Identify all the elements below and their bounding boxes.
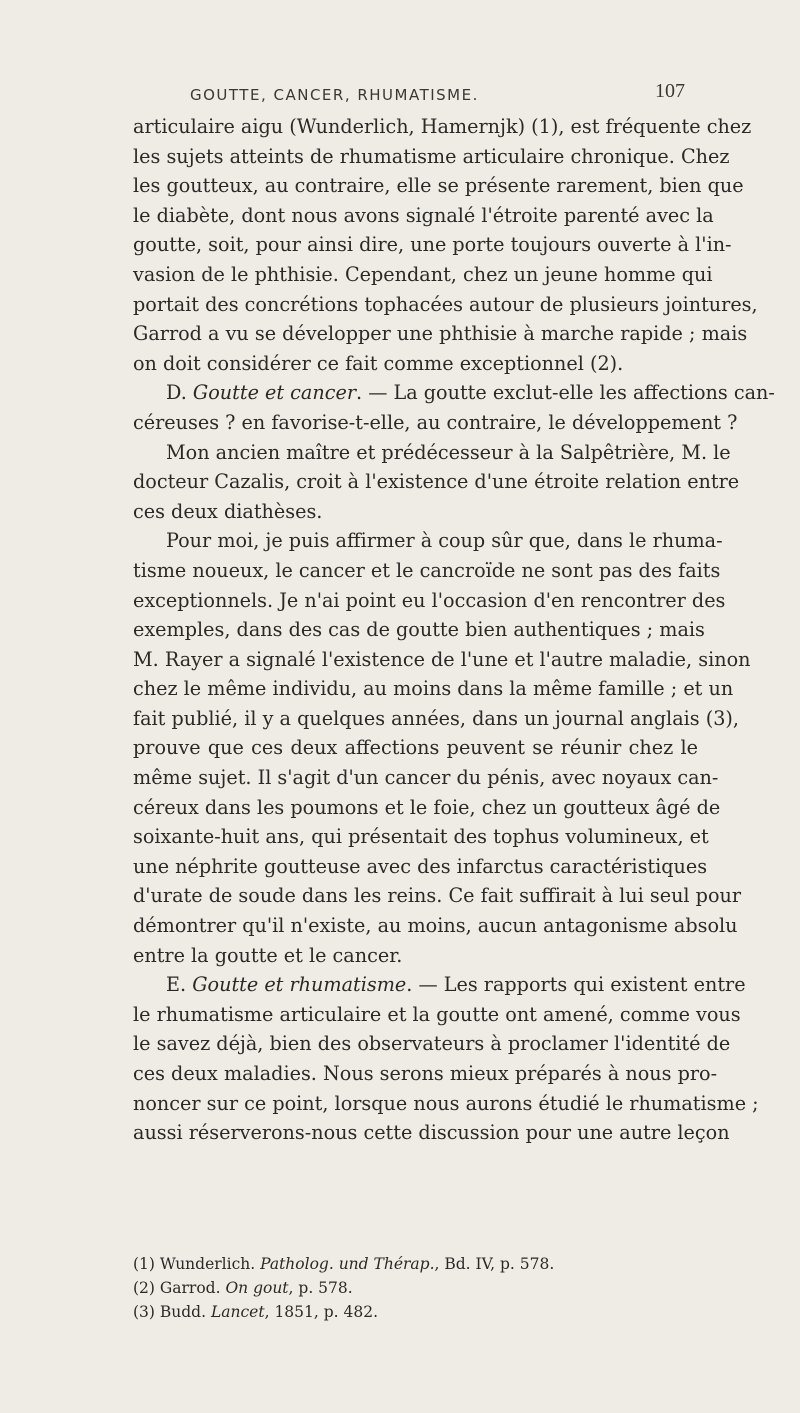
section-heading: Goutte et rhumatisme — [192, 973, 407, 997]
footnotes — [133, 1252, 698, 1324]
text-line: le savez déjà, bien des observateurs à proclamer l'identité de — [133, 1032, 731, 1056]
text-line: tisme noueux, le cancer et le cancroïde ne sont pas des faits — [133, 558, 721, 582]
footnote-reference: , Bd. IV, p. 578. — [434, 1255, 555, 1273]
footnote-reference: , p. 578. — [288, 1279, 353, 1297]
text-line: les goutteux, au contraire, elle se présente rarement, bien que — [133, 174, 744, 198]
text-line: prouve que ces deux affections peuvent se réunir chez le — [133, 736, 698, 760]
text-line: exemples, dans des cas de goutte bien authentiques ; mais — [133, 618, 705, 642]
section-letter: E. — [166, 973, 193, 997]
text-line: Pour moi, je puis affirmer à coup sûr que, dans le rhuma- — [166, 529, 723, 553]
text-line: d'urate de soude dans les reins. Ce fait suffirait à lui seul pour — [133, 884, 742, 908]
footnote — [133, 1300, 698, 1324]
text-line: céreuses ? en favorise-t-elle, au contraire, le développement ? — [133, 410, 738, 434]
text-line: ces deux maladies. Nous serons mieux préparés à nous pro- — [133, 1062, 718, 1085]
section-text: . — Les rapports qui existent entre — [406, 973, 746, 997]
text-line: fait publié, il y a quelques années, dans un journal anglais (3), — [133, 706, 739, 730]
footnote-reference: , 1851, p. 482. — [264, 1303, 379, 1321]
text-line: chez le même individu, au moins dans la même famille ; et un — [133, 677, 734, 701]
footnote-number: (2) — [133, 1279, 160, 1297]
body-text — [133, 112, 775, 1148]
text-line: articulaire aigu (Wunderlich, Hamernjk) (1), est fréquente chez — [133, 115, 752, 138]
text-line: une néphrite goutteuse avec des infarctus caractéristiques — [133, 854, 708, 878]
text-line: céreux dans les poumons et le foie, chez un goutteux âgé de — [133, 795, 721, 819]
footnote-title: Patholog. und Thérap. — [260, 1255, 435, 1273]
text-line: ces deux diathèses. — [133, 499, 323, 523]
text-line: noncer sur ce point, lorsque nous aurons étudié le rhumatisme ; — [133, 1091, 759, 1115]
footnote — [133, 1252, 698, 1276]
footnote-author: Garrod. — [159, 1279, 221, 1297]
text-line — [133, 970, 746, 1000]
text-line: Mon ancien maître et prédécesseur à la Salpêtrière, M. le — [166, 440, 731, 464]
text-line: vasion de le phthisie. Cependant, chez un jeune homme qui — [133, 262, 713, 286]
text-line: même sujet. Il s'agit d'un cancer du pénis, avec noyaux can- — [133, 766, 719, 790]
section-letter: D. — [166, 381, 193, 405]
footnote-number: (3) — [133, 1303, 160, 1321]
text-line: docteur Cazalis, croit à l'existence d'une étroite relation entre — [133, 470, 740, 494]
footnote — [133, 1276, 698, 1300]
footnote-title: On gout — [225, 1279, 289, 1297]
text-line: goutte, soit, pour ainsi dire, une porte toujours ouverte à l'in- — [133, 233, 732, 257]
text-line: le diabète, dont nous avons signalé l'étroite parenté avec la — [133, 203, 714, 227]
text-line: démontrer qu'il n'existe, au moins, aucun antagonisme absolu — [133, 914, 738, 938]
text-line: les sujets atteints de rhumatisme articulaire chronique. Chez — [133, 144, 730, 168]
footnote-author: Budd. — [159, 1303, 207, 1321]
page-number: 107 — [655, 80, 685, 102]
running-head: GOUTTE, CANCER, RHUMATISME. — [190, 86, 479, 104]
text-line: soixante-huit ans, qui présentait des tophus volumineux, et — [133, 825, 709, 849]
text-line — [133, 378, 775, 408]
text-line: le rhumatisme articulaire et la goutte ont amené, comme vous — [133, 1002, 741, 1026]
text-line: on doit considérer ce fait comme exceptionnel (2). — [133, 351, 624, 375]
text-line: Garrod a vu se développer une phthisie à marche rapide ; mais — [133, 322, 748, 346]
text-line: M. Rayer a signalé l'existence de l'une et l'autre maladie, sinon — [133, 647, 751, 671]
text-line: portait des concrétions tophacées autour de plusieurs jointures, — [133, 292, 758, 316]
page-header — [0, 80, 800, 108]
footnote-title: Lancet — [210, 1303, 265, 1321]
text-line: exceptionnels. Je n'ai point eu l'occasion d'en rencontrer des — [133, 588, 726, 612]
footnote-number: (1) — [133, 1255, 160, 1273]
footnote-author: Wunderlich. — [159, 1255, 256, 1273]
section-text: . — La goutte exclut-elle les affections can- — [356, 381, 775, 405]
text-line: aussi réserverons-nous cette discussion pour une autre leçon — [133, 1121, 730, 1145]
section-heading: Goutte et cancer — [192, 381, 356, 405]
text-line: entre la goutte et le cancer. — [133, 943, 403, 967]
